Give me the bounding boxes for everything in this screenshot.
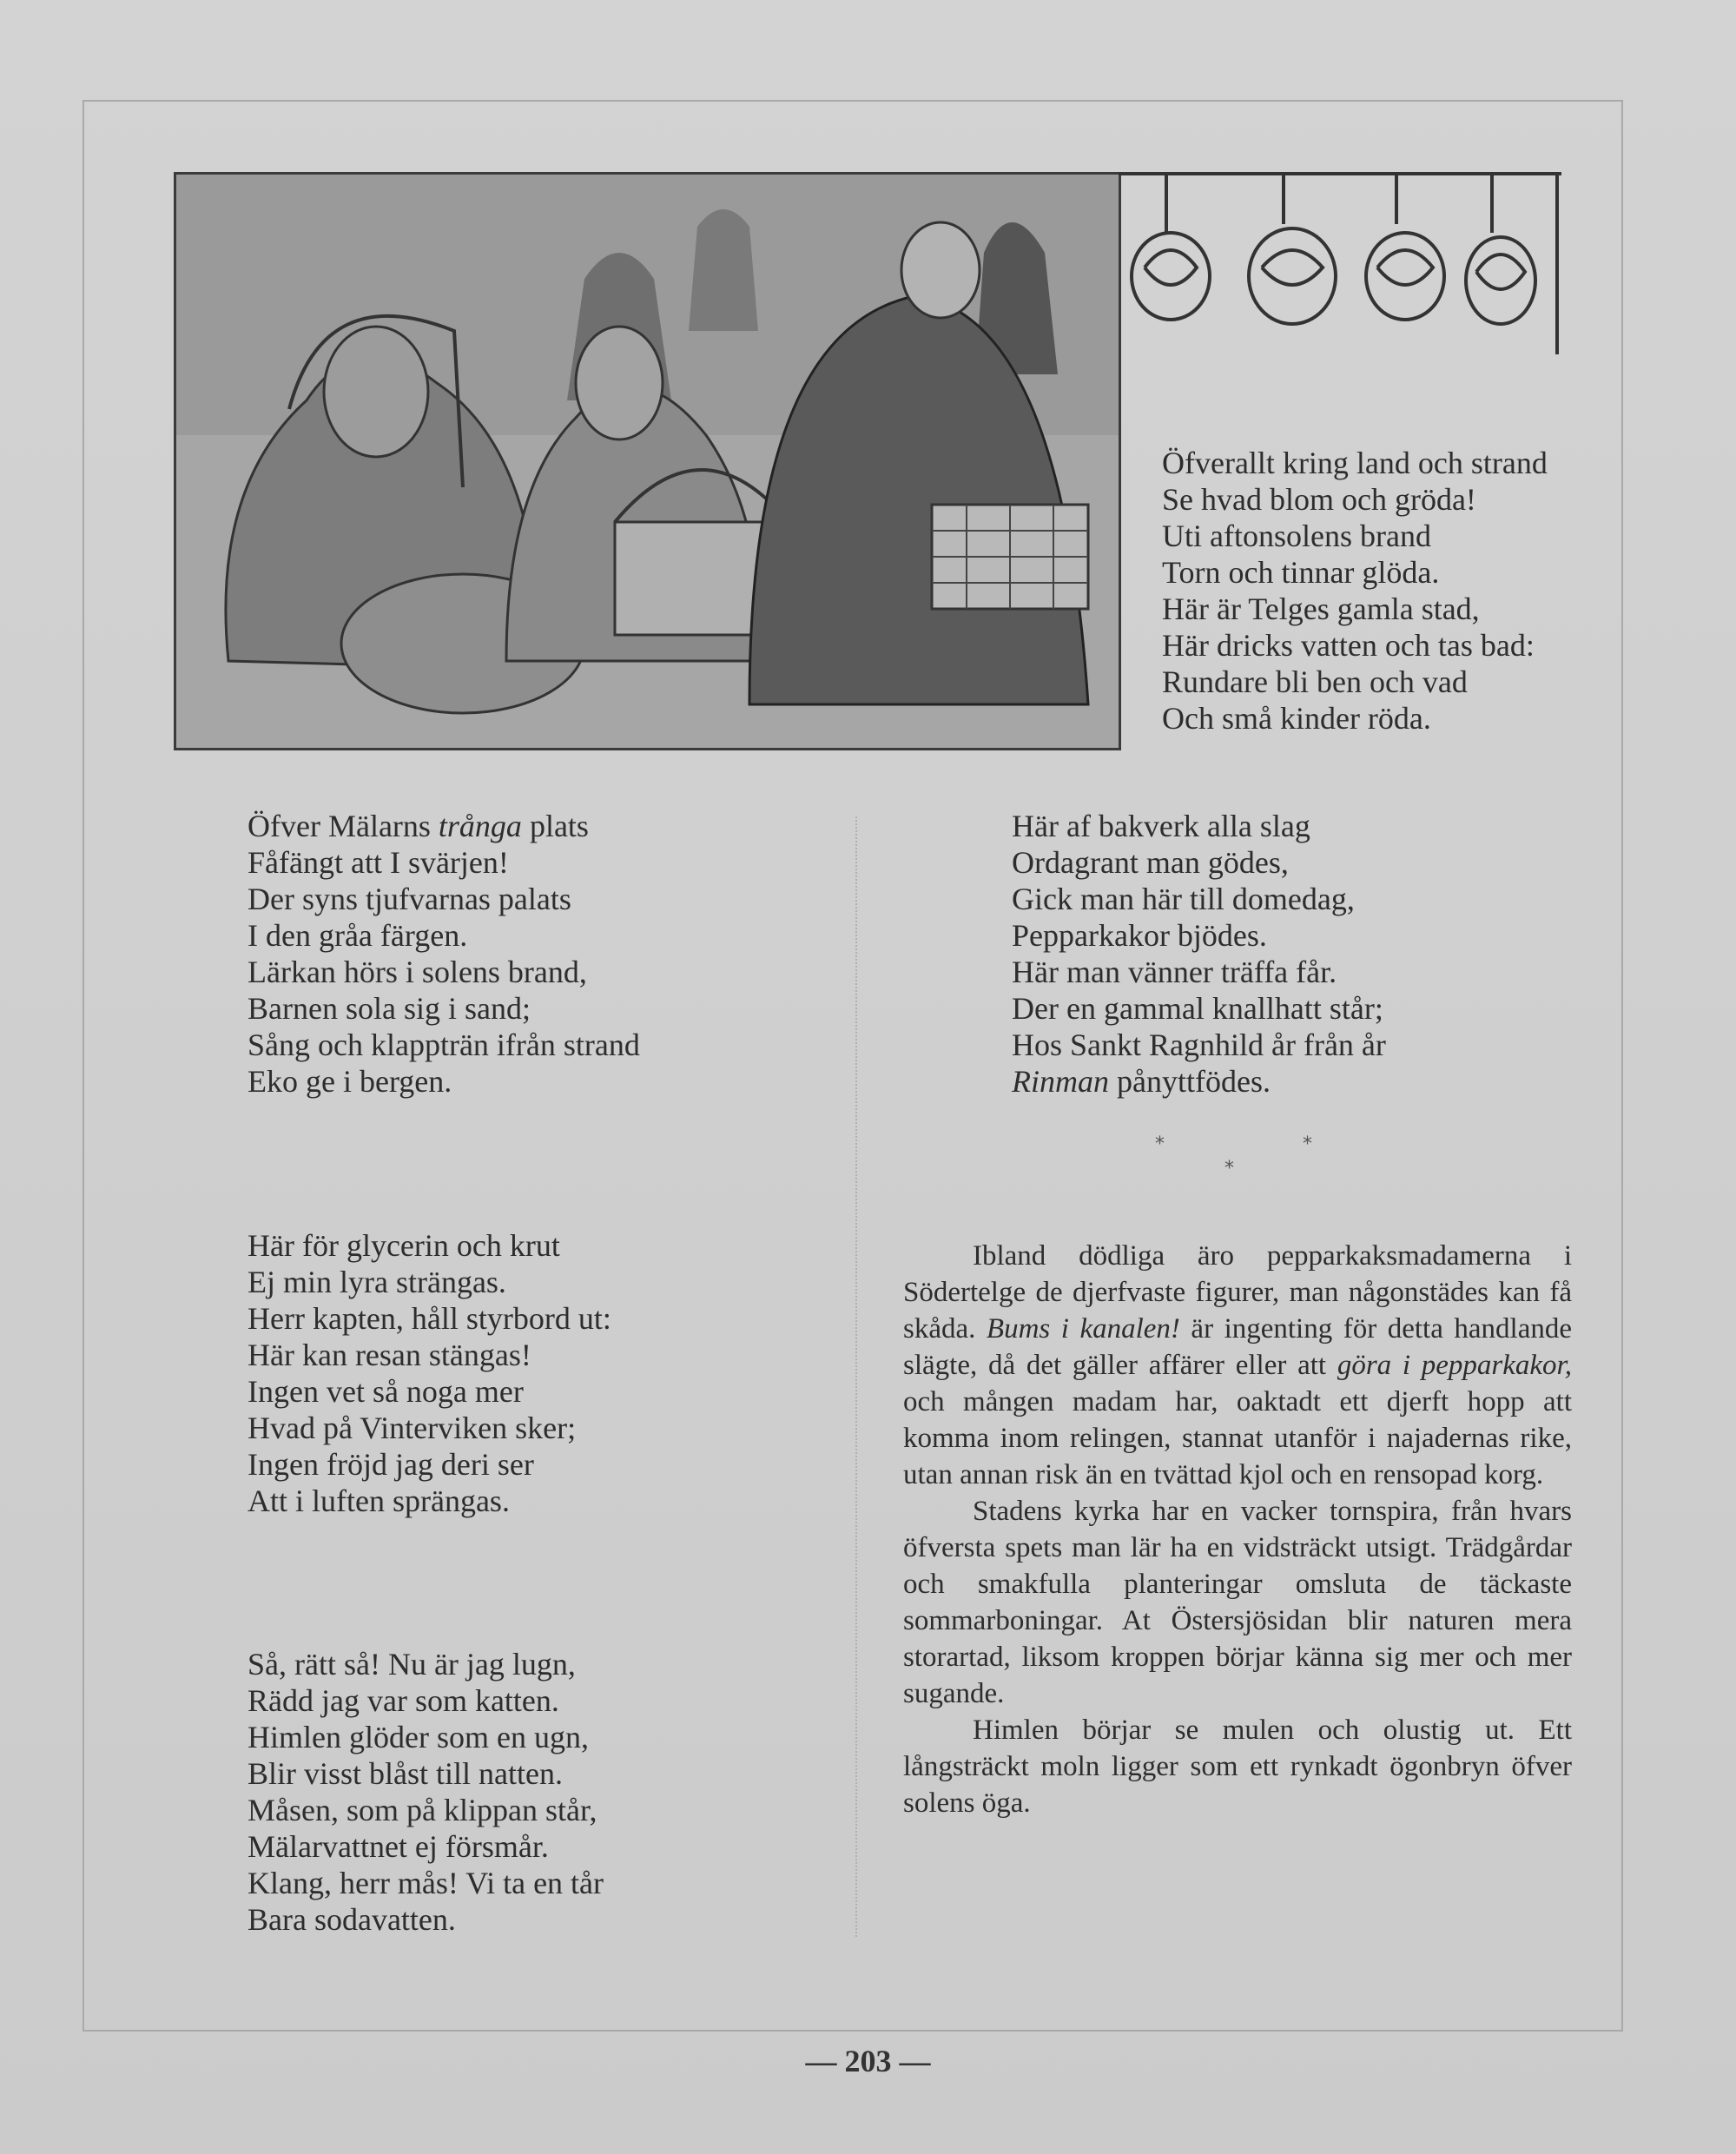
verse-line: Rundare bli ben och vad [1162,664,1468,699]
verse-line: Här för glycerin och krut [248,1228,560,1263]
verse-line: Att i luften sprängas. [248,1483,510,1518]
prose-emphasis: Bums i kanalen! [986,1313,1180,1345]
verse-line: Ingen fröjd jag deri ser [248,1447,534,1482]
verse-line: Bara sodavatten. [248,1902,456,1937]
stanza-left-1 [248,808,640,1100]
prose-paragraph: Himlen börjar se mulen och olustig ut. Ett långsträckt moln ligger som ett rynkadt ögonbryn öfver solens öga. [903,1715,1572,1819]
verse-line: Torn och tinnar glöda. [1162,555,1440,590]
prose-text: och mången madam har, oaktadt ett djerft hopp att komma inom relingen, stannat utanför i najadernas rike, utan annan risk än en tvättad kjol och en rensopad korg. [903,1386,1572,1490]
star-glyph: * [1155,1133,1165,1155]
star-glyph: * [1224,1158,1234,1179]
verse-line: Fåfängt att I svärjen! [248,845,509,880]
column-divider [855,816,857,1937]
verse-line: Så, rätt så! Nu är jag lugn, [248,1647,576,1682]
verse-line: Hvad på Vinterviken sker; [248,1411,577,1445]
section-break-stars [1146,1133,1337,1186]
verse-line: Här man vänner träffa får. [1012,955,1337,989]
verse-line: Rädd jag var som katten. [248,1683,559,1718]
verse-line: Klang, herr mås! Vi ta en tår [248,1866,604,1900]
verse-line: Eko ge i bergen. [248,1064,452,1099]
stanza-left-2 [248,1227,611,1519]
verse-line: Här kan resan stängas! [248,1338,531,1372]
verse-line: Öfverallt kring land och strand [1162,446,1548,480]
verse-line: Ej min lyra strängas. [248,1265,506,1299]
verse-line: Ordagrant man gödes, [1012,845,1289,880]
verse-line: Mälarvattnet ej försmår. [248,1829,549,1864]
page-number: — 203 — [805,2044,931,2078]
prose-text: är ingenting för detta handlande slägte, då det gäller affärer eller att [903,1313,1573,1381]
verse-text: plats [521,809,589,843]
verse-line: Blir visst blåst till natten. [248,1756,563,1791]
prose-text: Ibland dödliga äro pepparkaksmadamerna i Södertelge de djerfvaste figurer, man någonstädes kan få skåda. [903,1240,1572,1345]
market-women-illustration [174,172,1121,750]
hanging-pretzels-illustration [1119,172,1561,363]
verse-line: Barnen sola sig i sand; [248,991,531,1026]
verse-text: Öfver Mälarns [248,809,439,843]
verse-text: pånyttfödes. [1109,1064,1271,1099]
star-glyph: * [1303,1133,1312,1155]
prose-paragraph: Stadens kyrka har en vacker tornspira, från hvars öfversta spets man lär ha en vidsträckt utsigt. Trädgårdar och smakfulla planteringar omsluta de täckaste sommarboningar. At Östersjösidan blir naturen mera storartad, liksom kroppen börjar känna sig mer och mer sugande. [903,1496,1572,1709]
verse-emphasis: trånga [438,809,522,843]
prose-column [903,1238,1572,1821]
stanza-left-3 [248,1646,604,1938]
verse-line: Der syns tjufvarnas palats [248,882,571,916]
verse-line: Här dricks vatten och tas bad: [1162,628,1535,663]
verse-line: Här af bakverk alla slag [1012,809,1310,843]
verse-line: Sång och klappträn ifrån strand [248,1027,640,1062]
verse-line: Der en gammal knallhatt står; [1012,991,1383,1026]
stanza-right-1 [1012,808,1386,1100]
verse-line: Uti aftonsolens brand [1162,519,1431,553]
verse-line: Pepparkakor bjödes. [1012,918,1267,953]
verse-line: I den gråa färgen. [248,918,468,953]
verse-emphasis: Rinman [1012,1064,1109,1099]
verse-line: Herr kapten, håll styrbord ut: [248,1301,611,1336]
verse-line: Gick man här till domedag, [1012,882,1355,916]
verse-line: Himlen glöder som en ugn, [248,1720,589,1754]
verse-line [1012,1063,1386,1100]
verse-line: Hos Sankt Ragnhild år från år [1012,1027,1386,1062]
verse-line: Se hvad blom och gröda! [1162,482,1476,517]
verse-line: Ingen vet så noga mer [248,1374,524,1409]
verse-line: Och små kinder röda. [1162,701,1431,736]
verse-line: Måsen, som på klippan står, [248,1793,597,1827]
verse-line: Lärkan hörs i solens brand, [248,955,587,989]
prose-paragraph [903,1238,1572,1493]
verse-line [248,808,640,844]
prose-emphasis: göra i pepparkakor, [1337,1350,1572,1381]
verse-line: Här är Telges gamla stad, [1162,591,1480,626]
stanza-top [1162,445,1548,737]
